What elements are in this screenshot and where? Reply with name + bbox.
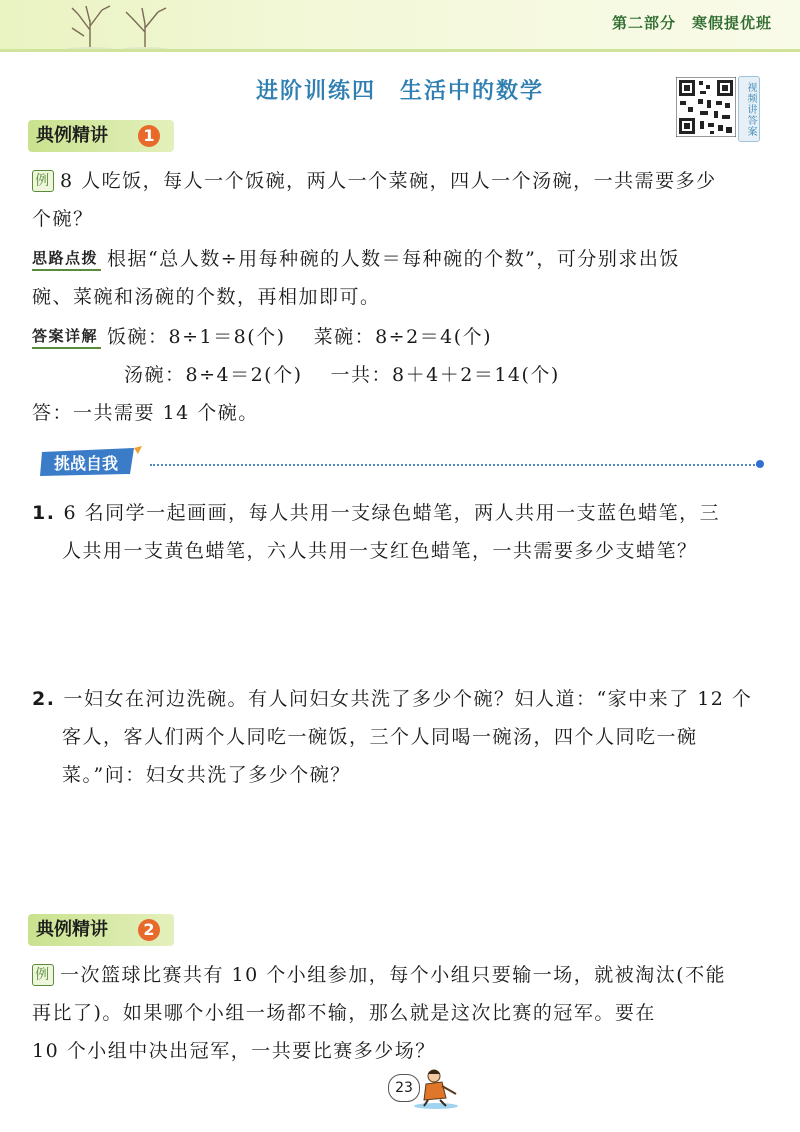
header-band [0,0,800,52]
question-1-line-2: 人共用一支黄色蜡笔，六人共用一支红色蜡笔，一共需要多少支蜡笔？ [62,540,698,562]
divider-dot [756,460,764,468]
question-2-line-3: 菜。”问：妇女共洗了多少个碗？ [62,764,351,786]
qr-code-icon[interactable] [676,77,736,137]
qr-caption: 视频讲答案 [738,76,760,142]
example-1-header [28,120,174,152]
example-2-problem-line-1: 例 一次篮球比赛共有 10 个小组参加，每个小组只要输一场，就被淘汰(不能 [32,960,726,987]
challenge-badge-text: 挑战自我 [53,454,119,473]
page-number: 23 [388,1074,420,1102]
example-2-heading: 典例精讲 [36,919,108,940]
answer-line-2: 汤碗：8÷4＝2(个) 一共：8＋4＋2＝14(个) [124,364,560,386]
challenge-badge [38,444,148,480]
example-1-problem-line-1: 例 8 人吃饭，每人一个饭碗，两人一个菜碗，四人一个汤碗，一共需要多少 [32,166,717,193]
divider-dotted [150,464,758,466]
thinking-label: 思路点拨 [32,247,101,271]
example-2-problem-line-3: 10 个小组中决出冠军，一共要比赛多少场？ [32,1040,436,1062]
question-2-number: 2. [32,688,56,710]
example-2-number: 2 [138,919,160,941]
question-1-number: 1. [32,502,56,524]
example-tag: 例 [32,170,54,192]
example-2-header [28,914,174,946]
trees-illustration [50,0,190,52]
example-1-heading: 典例精讲 [36,125,108,146]
example-tag-2: 例 [32,964,54,986]
question-2-line-2: 客人，客人们两个人同吃一碗饭，三个人同喝一碗汤，四个人同吃一碗 [62,726,698,748]
example-1-conclusion: 答：一共需要 14 个碗。 [32,402,259,424]
question-2-line-1: 2. 一妇女在河边洗碗。有人问妇女共洗了多少个碗？妇人道：“家中来了 12 个 [32,688,753,710]
page-title: 进阶训练四 生活中的数学 [255,79,544,104]
answer-label: 答案详解 [32,325,101,349]
section-label: 第二部分 寒假提优班 [611,14,772,32]
thinking-line-1: 思路点拨 根据“总人数÷用每种碗的人数＝每种碗的个数”，可分别求出饭 [32,248,680,270]
answer-line-1: 答案详解 饭碗：8÷1＝8(个) 菜碗：8÷2＝4(个) [32,326,493,348]
example-1-problem-line-2: 个碗？ [32,208,94,230]
example-2-problem-line-2: 再比了)。如果哪个小组一场都不输，那么就是这次比赛的冠军。要在 [32,1002,656,1024]
question-1-line-1: 1. 6 名同学一起画画，每人共用一支绿色蜡笔，两人共用一支蓝色蜡笔，三 [32,502,721,524]
mascot-illustration [412,1066,472,1110]
thinking-line-2: 碗、菜碗和汤碗的个数，再相加即可。 [32,286,381,308]
example-1-number: 1 [138,125,160,147]
